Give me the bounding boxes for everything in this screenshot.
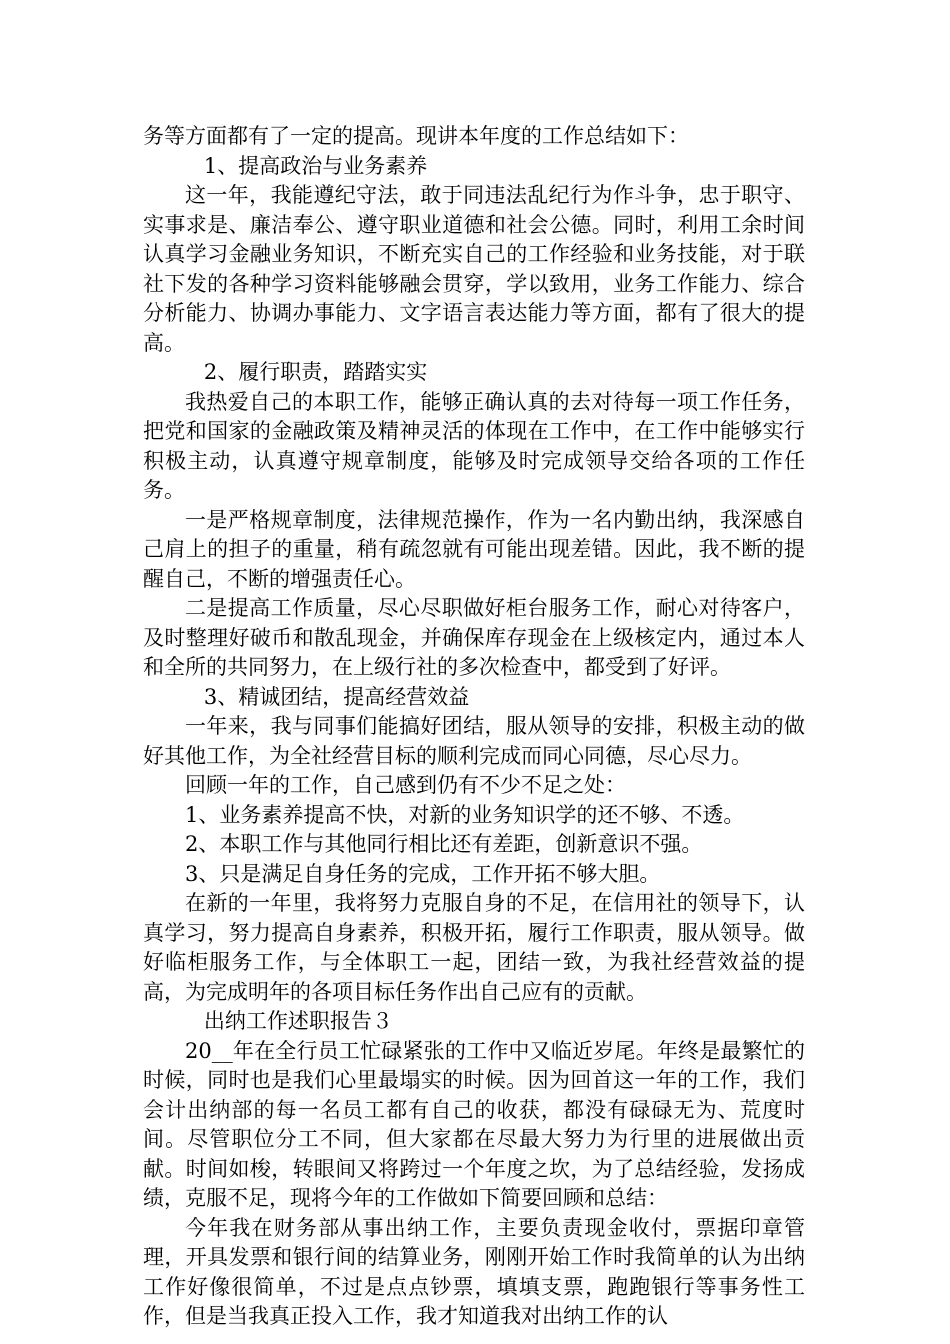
paragraph-new-year: 在新的一年里，我将努力克服自身的不足，在信用社的领导下，认真学习，努力提高自身素养，积极开拓，履行工作职责，服从领导。做好临柜服务工作，与全体职工一起，团结一致，为我社经营效益的提高，为完成明年的各项目标任务作出自己应有的贡献。: [143, 891, 805, 1004]
paragraph-year-end: 20__年在全行员工忙碌紧张的工作中又临近岁尾。年终是最繁忙的时候，同时也是我们心里最塌实的时候。因为回首这一年的工作，我们会计出纳部的每一名员工都有自己的收获，都没有碌碌无为、荒度时间。尽管职位分工不同，但大家都在尽最大努力为行里的进展做出贡献。时间如梭，转眼间又将跨过一个年度之坎，为了总结经验，发扬成绩，克服不足，现将今年的工作做如下简要回顾和总结：: [143, 1038, 805, 1210]
paragraph-quality: 二是提高工作质量，尽心尽职做好柜台服务工作，耐心对待客户，及时整理好破币和散乱现金，并确保库存现金在上级核定内，通过本人和全所的共同努力，在上级行社的多次检查中，都受到了好评。: [143, 596, 805, 679]
paragraph-duties: 我热爱自己的本职工作，能够正确认真的去对待每一项工作任务，把党和国家的金融政策及精神灵活的体现在工作中，在工作中能够实行积极主动，认真遵守规章制度，能够及时完成领导交给各项的工作任务。: [143, 389, 805, 502]
paragraph-politics: 这一年，我能遵纪守法，敢于同违法乱纪行为作斗争，忠于职守、实事求是、廉洁奉公、遵守职业道德和社会公德。同时，利用工余时间认真学习金融业务知识，不断充实自己的工作经验和业务技能，对于联社下发的各种学习资料能够融会贯穿，学以致用，业务工作能力、综合分析能力、协调办事能力、文字语言表达能力等方面，都有了很大的提高。: [143, 183, 805, 355]
report-title-3: 出纳工作述职报告３: [203, 1009, 393, 1033]
paragraph-unity: 一年来，我与同事们能搞好团结，服从领导的安排，积极主动的做好其他工作，为全社经营目标的顺利完成而同心同德，尽心尽力。: [143, 714, 805, 768]
paragraph-intro-continuation: 务等方面都有了一定的提高。现讲本年度的工作总结如下：: [143, 124, 689, 148]
paragraph-cashier-work: 今年我在财务部从事出纳工作，主要负责现金收付，票据印章管理，开具发票和银行间的结算业务，刚刚开始工作时我简单的认为出纳工作好像很简单，不过是点点钞票，填填支票，跑跑银行等事务性工作，但是当我真正投入工作，我才知道我对出纳工作的认: [143, 1215, 805, 1328]
list-item-shortcoming-1: 1、业务素养提高不快，对新的业务知识学的还不够、不透。: [185, 802, 745, 827]
paragraph-review: 回顾一年的工作，自己感到仍有不少不足之处：: [185, 773, 626, 797]
section-heading-unity: 3、精诚团结，提高经营效益: [203, 684, 470, 709]
list-item-shortcoming-3: 3、只是满足自身任务的完成，工作开拓不够大胆。: [185, 861, 661, 886]
section-heading-duties: 2、履行职责，踏踏实实: [203, 360, 428, 384]
paragraph-rules: 一是严格规章制度，法律规范操作，作为一名内勤出纳，我深感自己肩上的担子的重量，稍有疏忽就有可能出现差错。因此，我不断的提醒自己，不断的增强责任心。: [143, 507, 805, 591]
list-item-shortcoming-2: 2、本职工作与其他同行相比还有差距，创新意识不强。: [185, 832, 703, 856]
section-heading-politics: 1、提高政治与业务素养: [203, 153, 428, 178]
document-body: [143, 122, 805, 1332]
